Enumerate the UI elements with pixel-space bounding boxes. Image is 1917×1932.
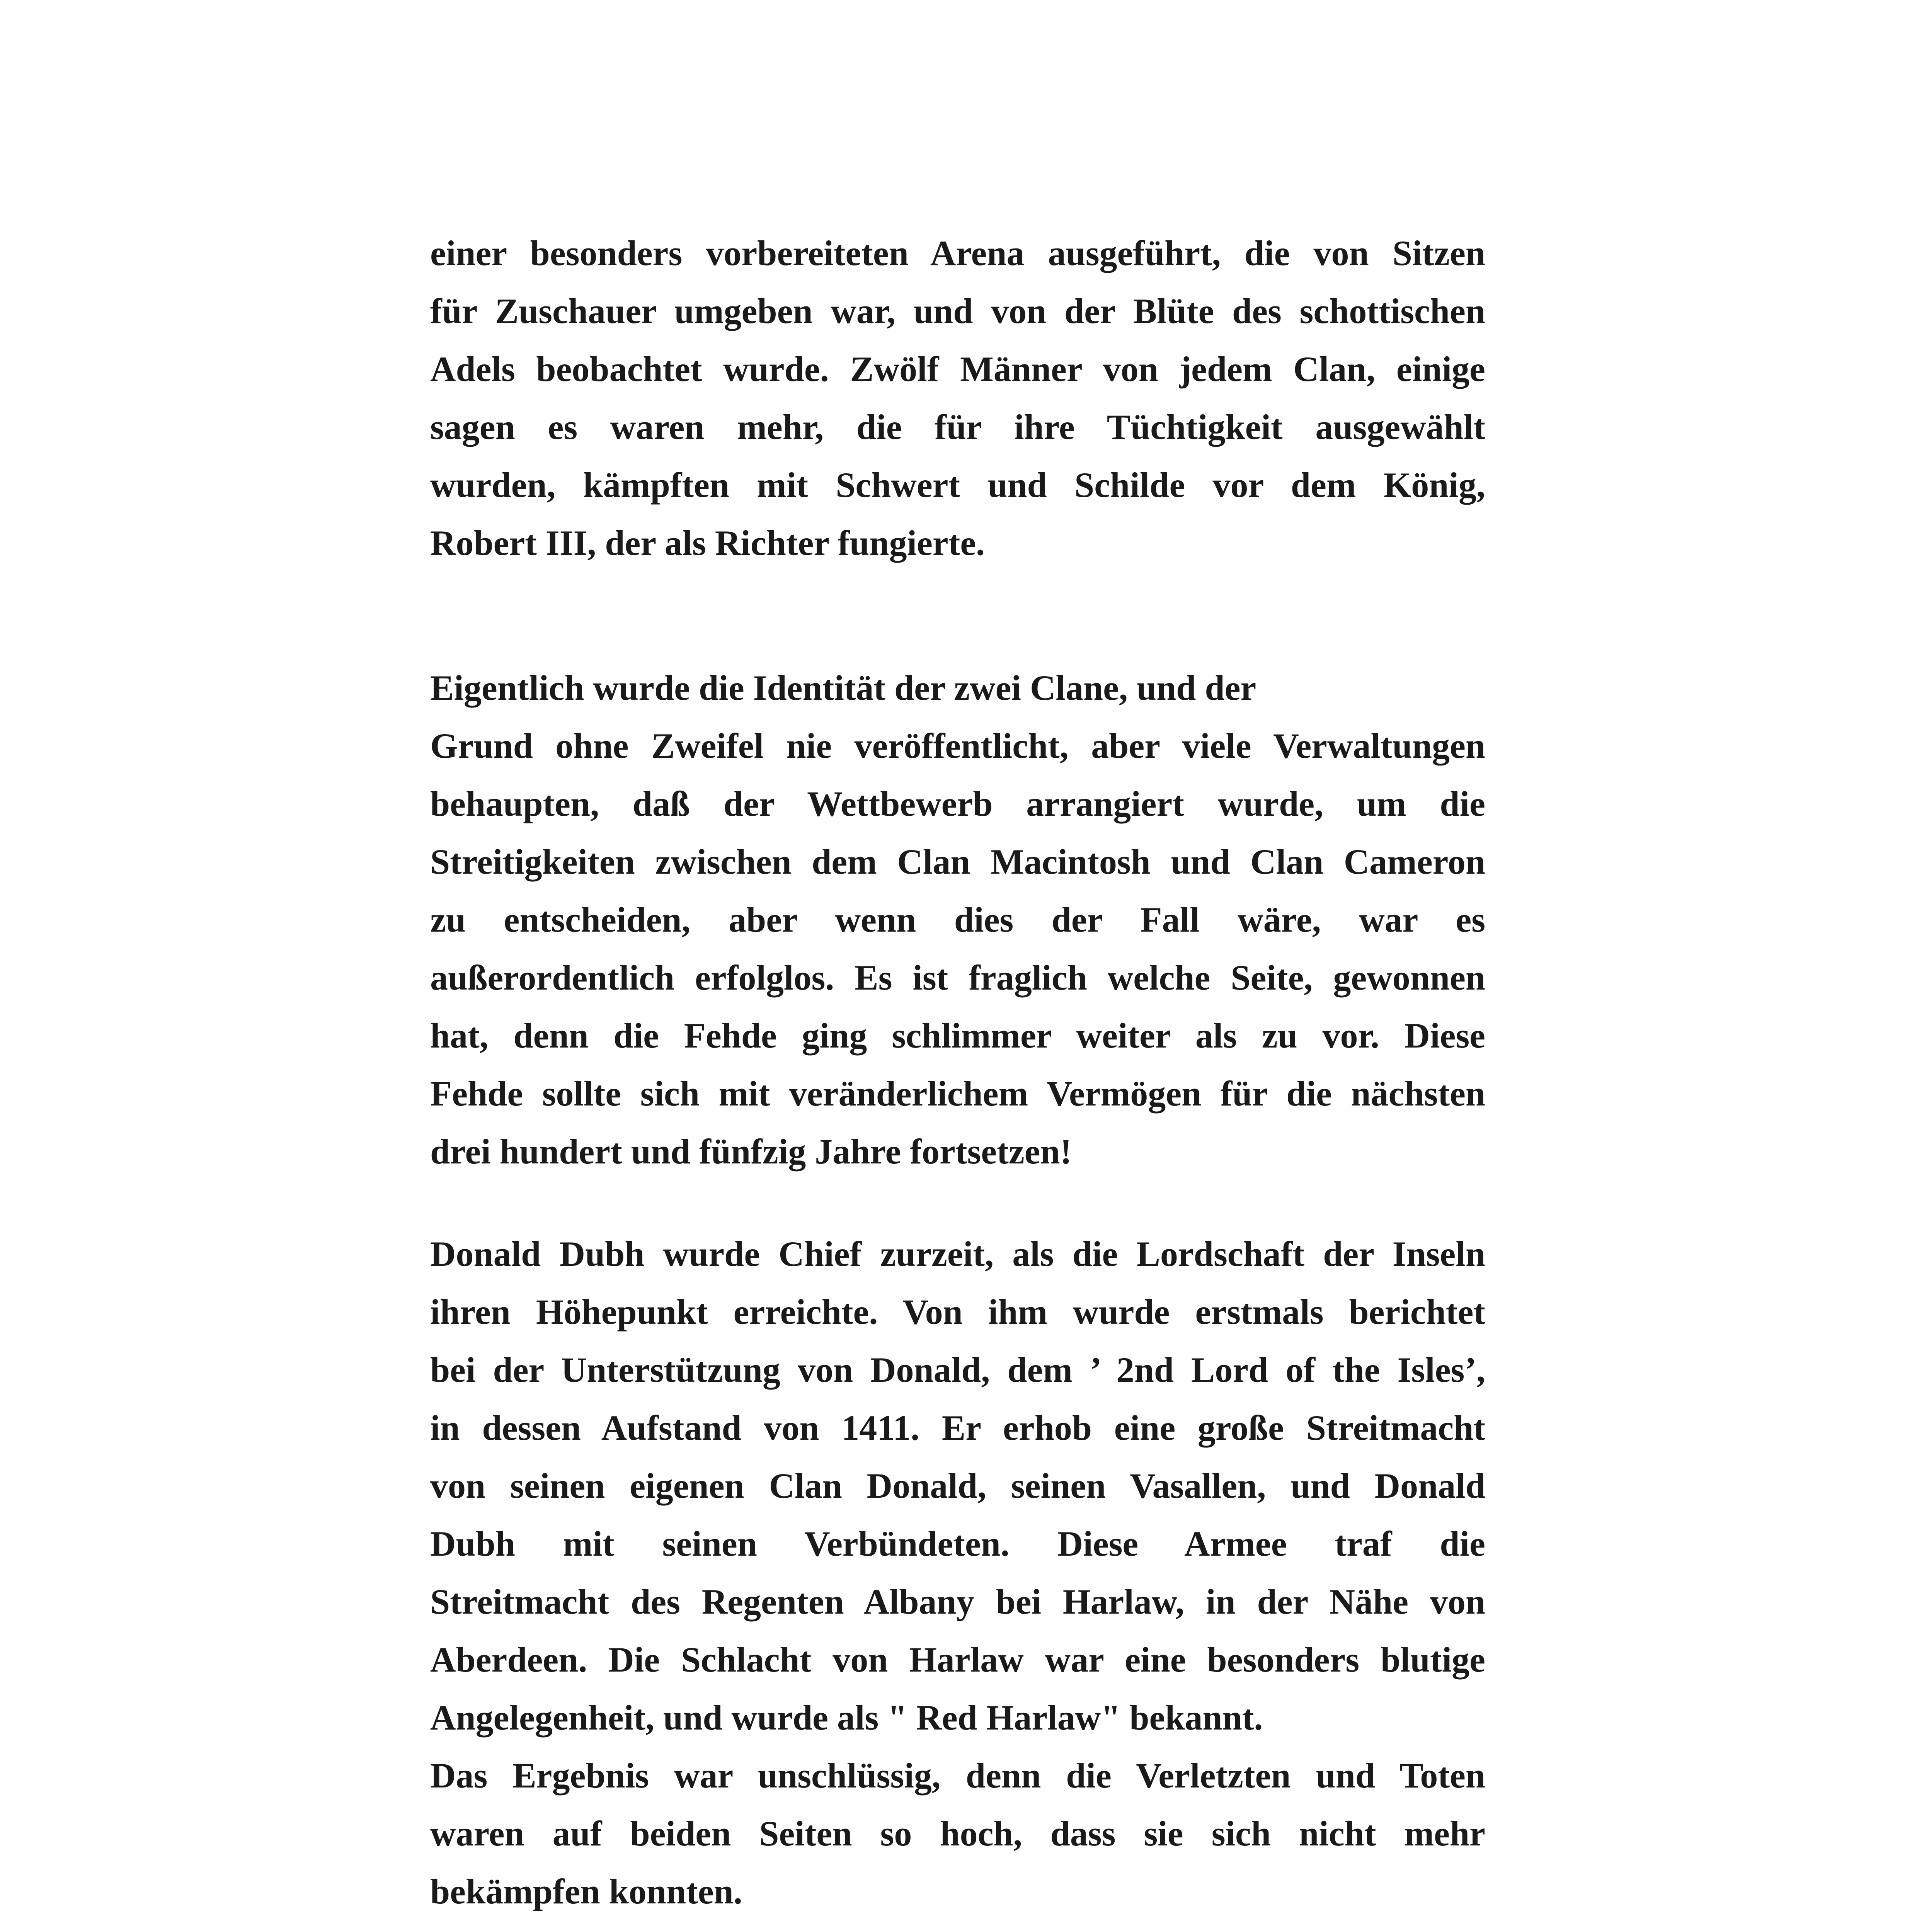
text-line: Adels beobachtet wurde. Zwölf Männer von jedem Clan, einige (430, 349, 1485, 389)
text-line: behaupten, daß der Wettbewerb arrangiert wurde, um die (430, 784, 1485, 823)
text-line: zu entscheiden, aber wenn dies der Fall wäre, war es (430, 900, 1485, 939)
text-line: Streitigkeiten zwischen dem Clan Macintosh und Clan Cameron (430, 842, 1485, 881)
text-line: einer besonders vorbereiteten Arena ausgeführt, die von Sitzen (430, 233, 1485, 273)
text-line: Das Ergebnis war unschlüssig, denn die Verletzten und Toten (430, 1756, 1485, 1795)
paragraph-3 (430, 1225, 1485, 1920)
text-line: drei hundert und fünfzig Jahre fortsetzen! (430, 1132, 1072, 1171)
text-line: Angelegenheit, und wurde als " Red Harlaw" bekannt. (430, 1698, 1263, 1737)
paragraph-2 (430, 659, 1485, 1180)
text-line: Streitmacht des Regenten Albany bei Harlaw, in der Nähe von (430, 1582, 1485, 1621)
text-line: von seinen eigenen Clan Donald, seinen Vasallen, und Donald (430, 1466, 1485, 1505)
text-line: Fehde sollte sich mit veränderlichem Vermögen für die nächsten (430, 1074, 1485, 1113)
text-line: außerordentlich erfolglos. Es ist fraglich welche Seite, gewonnen (430, 958, 1485, 997)
text-line: hat, denn die Fehde ging schlimmer weiter als zu vor. Diese (430, 1016, 1485, 1055)
text-line: Donald Dubh wurde Chief zurzeit, als die Lordschaft der Inseln (430, 1234, 1485, 1274)
text-line: bei der Unterstützung von Donald, dem ’ 2nd Lord of the Isles’, (430, 1350, 1485, 1389)
text-line: wurden, kämpften mit Schwert und Schilde vor dem König, (430, 465, 1485, 505)
paragraph-1 (430, 224, 1485, 572)
text-line: Aberdeen. Die Schlacht von Harlaw war eine besonders blutige (430, 1640, 1485, 1679)
text-line: Eigentlich wurde die Identität der zwei Clane, und der (430, 668, 1256, 707)
text-line: Grund ohne Zweifel nie veröffentlicht, aber viele Verwaltungen (430, 726, 1485, 765)
text-line: bekämpfen konnten. (430, 1872, 742, 1911)
text-line: waren auf beiden Seiten so hoch, dass sie sich nicht mehr (430, 1814, 1485, 1853)
text-line: Dubh mit seinen Verbündeten. Diese Armee traf die (430, 1524, 1485, 1563)
text-line: ihren Höhepunkt erreichte. Von ihm wurde erstmals berichtet (430, 1292, 1485, 1332)
text-line: in dessen Aufstand von 1411. Er erhob eine große Streitmacht (430, 1408, 1485, 1447)
text-line: Robert III, der als Richter fungierte. (430, 523, 985, 563)
text-line: für Zuschauer umgeben war, und von der Blüte des schottischen (430, 291, 1485, 331)
text-line: sagen es waren mehr, die für ihre Tüchtigkeit ausgewählt (430, 407, 1485, 447)
